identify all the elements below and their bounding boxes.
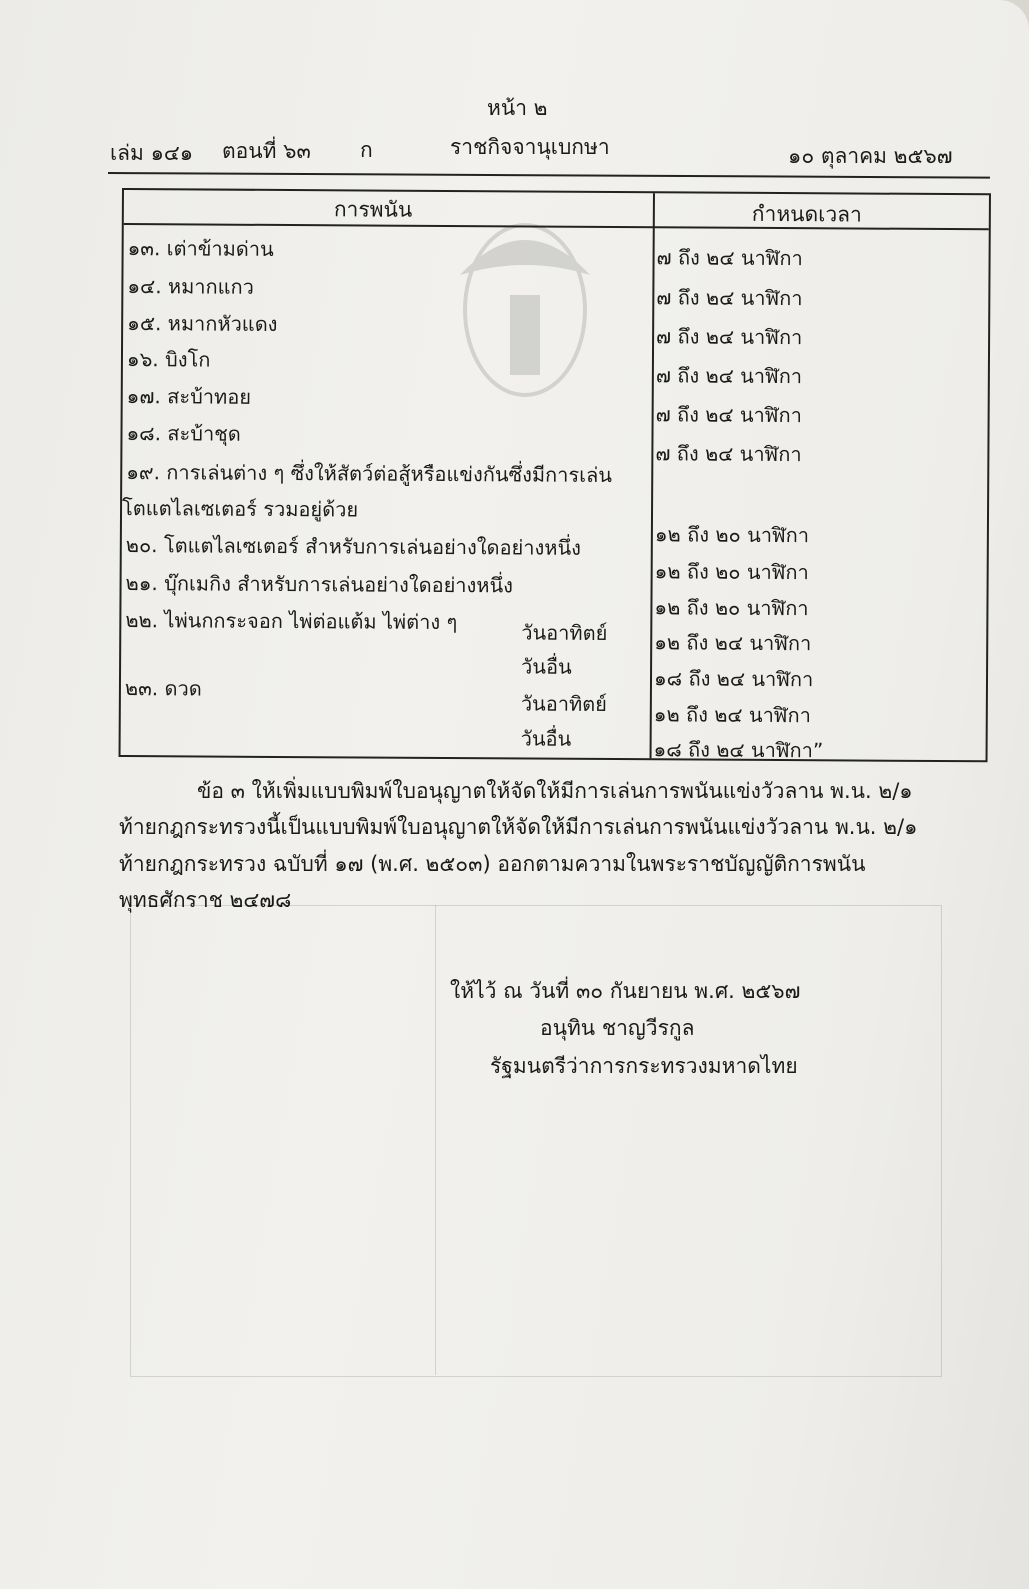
table-row-game: ๑๖. บิงโก <box>126 347 211 372</box>
table-row-time: ๑๒ ถึง ๒๔ นาฬิกา <box>654 630 812 656</box>
column-header-time: กำหนดเวลา <box>751 201 862 227</box>
table-row-time: ๗ ถึง ๒๔ นาฬิกา <box>656 245 803 271</box>
signatory-name: อนุทิน ชาญวีรกูล <box>540 1016 695 1040</box>
table-row-time: ๗ ถึง ๒๔ นาฬิกา <box>655 402 802 428</box>
issue-label: ตอนที่ ๖๓ <box>222 139 311 163</box>
publication-title: ราชกิจจานุเบกษา <box>450 135 610 159</box>
table-row-time: ๗ ถึง ๒๔ นาฬิกา <box>656 324 803 350</box>
table-row-time: ๑๒ ถึง ๒๐ นาฬิกา <box>654 559 809 585</box>
clause-line-3: ท้ายกฎกระทรวง ฉบับที่ ๑๗ (พ.ศ. ๒๕๐๓) ออกตามความในพระราชบัญญัติการพนัน <box>119 852 866 876</box>
table-row-day: วันอาทิตย์ <box>521 620 608 645</box>
signatory-position: รัฐมนตรีว่าการกระทรวงมหาดไทย <box>490 1054 798 1078</box>
volume-label: เล่ม ๑๔๑ <box>110 141 194 165</box>
table-row-game: ๒๐. โตแตไลเซเตอร์ สำหรับการเล่นอย่างใดอย่างหนึ่ง <box>125 533 581 560</box>
table-row-time: ๑๘ ถึง ๒๔ นาฬิกา <box>653 666 814 692</box>
section-label: ก <box>360 138 373 162</box>
table-row-time: ๗ ถึง ๒๔ นาฬิกา <box>655 441 802 467</box>
clause-line-2: ท้ายกฎกระทรวงนี้เป็นแบบพิมพ์ใบอนุญาตให้จัดให้มีการเล่นการพนันแข่งวัวลาน พ.น. ๒/๑ <box>119 815 918 839</box>
clause-line-1: ข้อ ๓ ให้เพิ่มแบบพิมพ์ใบอนุญาตให้จัดให้มีการเล่นการพนันแข่งวัวลาน พ.น. ๒/๑ <box>197 779 913 803</box>
table-row-time: ๑๒ ถึง ๒๐ นาฬิกา <box>654 522 810 548</box>
table-row-game: ๑๔. หมากแกว <box>127 274 254 299</box>
table-row-day: วันอื่น <box>521 654 572 679</box>
table-row-time: ๗ ถึง ๒๔ นาฬิกา <box>655 363 803 389</box>
table-row-game: ๑๙. การเล่นต่าง ๆ ซึ่งให้สัตว์ต่อสู้หรือแข่งกันซึ่งมีการเล่น <box>126 460 613 487</box>
table-row-time: ๗ ถึง ๒๔ นาฬิกา <box>656 285 803 311</box>
table-row-day: วันอาทิตย์ <box>520 691 607 716</box>
column-header-gambling: การพนัน <box>333 197 413 222</box>
clause-line-4: พุทธศักราช ๒๔๗๘ <box>119 888 292 912</box>
table-row-time: ๑๒ ถึง ๒๔ นาฬิกา <box>653 702 811 728</box>
table-row-game: ๑๗. สะบ้าทอย <box>126 384 252 409</box>
table-row-game: โตแตไลเซเตอร์ รวมอยู่ด้วย <box>121 496 359 522</box>
table-row-game: ๑๘. สะบ้าชุด <box>126 421 241 446</box>
bleed-through-divider <box>435 905 436 1375</box>
table-row-game: ๑๕. หมากหัวแดง <box>127 311 278 336</box>
publication-date: ๑๐ ตุลาคม ๒๕๖๗ <box>788 144 953 168</box>
page-number: หน้า ๒ <box>487 96 548 120</box>
table-row-day: วันอื่น <box>520 726 572 751</box>
table-row-game: ๑๓. เต่าข้ามด่าน <box>127 236 274 261</box>
given-on-date: ให้ไว้ ณ วันที่ ๓๐ กันยายน พ.ศ. ๒๕๖๗ <box>450 979 801 1003</box>
gambling-schedule-table <box>119 188 991 762</box>
table-row-time: ๑๒ ถึง ๒๐ นาฬิกา <box>654 595 809 621</box>
table-row-game: ๒๑. บุ๊กเมกิง สำหรับการเล่นอย่างใดอย่างหนึ่ง <box>125 571 514 598</box>
table-row-time: ๑๘ ถึง ๒๔ นาฬิกา” <box>653 737 824 763</box>
bleed-through-table <box>130 905 942 1377</box>
table-row-game: ๒๒. ไพ่นกกระจอก ไพ่ต่อแต้ม ไพ่ต่าง ๆ <box>125 608 458 635</box>
table-row-game: ๒๓. ดวด <box>124 676 202 701</box>
